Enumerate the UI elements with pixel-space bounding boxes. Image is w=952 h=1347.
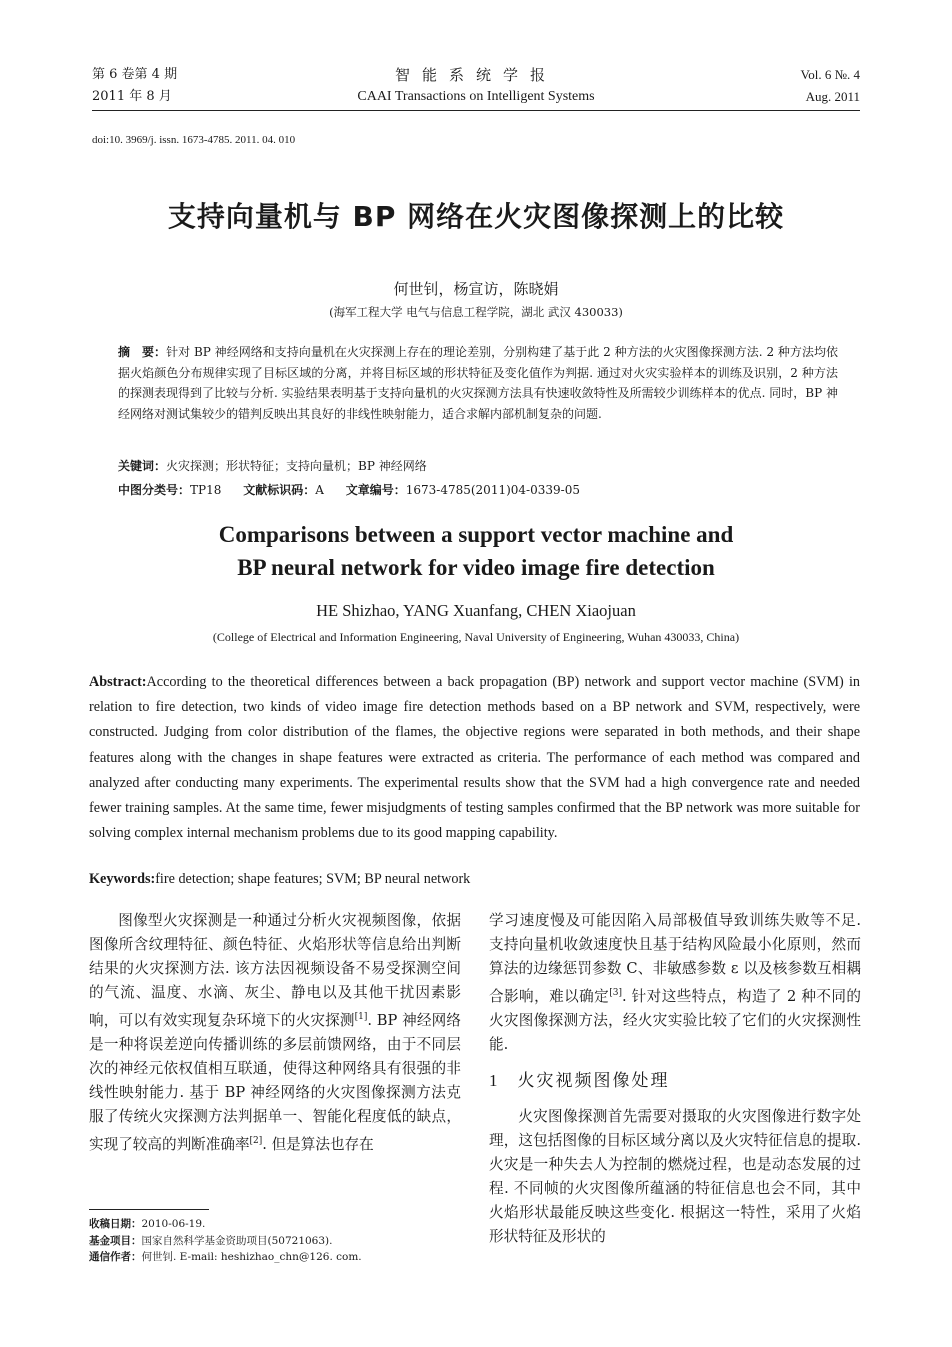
header-volume-info-en <box>801 64 860 108</box>
keywords-cn-text: 火灾探测；形状特征；支持向量机；BP 神经网络 <box>166 459 427 473</box>
citation-3: [3] <box>609 988 622 998</box>
body-column-left <box>89 909 461 1157</box>
doc-code-value: A <box>315 483 324 497</box>
body-column-right <box>489 909 861 1249</box>
citation-2: [2] <box>249 1135 263 1146</box>
abstract-en-label: Abstract: <box>89 674 147 690</box>
header-date: 2011 年 8 月 <box>92 89 172 104</box>
running-header <box>92 64 860 110</box>
section-number: 1 <box>489 1070 500 1090</box>
doi: doi:10. 3969/j. issn. 1673-4785. 2011. 04. 010 <box>92 134 296 146</box>
keywords-cn-label: 关键词： <box>118 459 167 473</box>
clc-value: TP18 <box>190 483 222 497</box>
header-rule <box>92 110 860 111</box>
doc-code-label: 文献标识码： <box>243 483 316 497</box>
intro-paragraph <box>89 909 461 1157</box>
intro-text-a: 图像型火灾探测是一种通过分析火灾视频图像，依据图像所含纹理特征、颜色特征、火焰形状等信息给出判断结果的火灾探测方法. 该方法因视频设备不易受探测空间的气流、温度、水滴、灰尘、静电以及其他干扰因素影响，可以有效实现复杂环境下的火灾探测 <box>89 912 461 1029</box>
article-number-value: 1673-4785(2011)04-0339-05 <box>405 483 580 497</box>
keywords-en-label: Keywords: <box>89 871 156 887</box>
clc-label: 中图分类号： <box>118 483 191 497</box>
abstract-en <box>89 670 860 846</box>
authors-en: HE Shizhao, YANG Xuanfang, CHEN Xiaojuan <box>316 601 636 620</box>
footnote-fund <box>89 1233 362 1250</box>
keywords-en-text: fire detection; shape features; SVM; BP neural network <box>155 871 471 887</box>
fund-label: 基金项目： <box>89 1234 142 1247</box>
classification-cn <box>118 481 580 498</box>
citation-1: [1] <box>354 1012 368 1022</box>
section-heading-1 <box>489 1069 861 1093</box>
footnote-rule <box>89 1209 209 1210</box>
affiliation-cn: (海军工程大学 电气与信息工程学院，湖北 武汉 430033) <box>329 305 623 319</box>
intro-continued-paragraph <box>489 909 861 1057</box>
title-en <box>0 518 952 584</box>
author-contact: 何世钊. E-mail: heshizhao_chn@126. com. <box>141 1251 362 1263</box>
abstract-en-text: According to the theoretical differences between a back propagation (BP) network and support vector machine (SVM) in relation to fire detection, two kinds of video image fire detection methods based on a BP network and SVM, respectively, were constructed. Judging from color distribution of the flames, the objective regions were separated in both methods, and their shape features along with the changes in shape features were extracted as criteria. The performance of each method was compared and analyzed after conducting many experiments. The experimental results show that the SVM had a high convergence rate and needed fewer training samples. At the same time, fewer misjudgments of testing samples confirmed that the BP network was more suitable for solving complex internal mechanism problems due to its good mapping capability. <box>89 674 860 842</box>
footnotes <box>89 1216 362 1266</box>
header-volume-en: Vol. 6 №. 4 <box>800 67 860 82</box>
affiliation-en: (College of Electrical and Information Engineering, Naval University of Engineering, Wuhan 430033, China) <box>212 630 740 644</box>
footnote-corresponding-author <box>89 1249 362 1266</box>
received-date: 2010-06-19. <box>141 1218 206 1230</box>
intro-text-c: . 但是算法也存在 <box>262 1135 374 1153</box>
abstract-cn <box>118 342 838 424</box>
keywords-en <box>89 871 470 888</box>
header-volume: 第 6 卷第 4 期 <box>92 67 178 82</box>
received-label: 收稿日期： <box>89 1218 142 1230</box>
journal-name-en: CAAI Transactions on Intelligent Systems <box>357 89 595 104</box>
intro-text-b: . BP 神经网络是一种将误差逆向传播训练的多层前馈网络，由于不同层次的神经元依权值相互联通，使得这种网络具有很强的非线性映射能力. 基于 BP 神经网络的火灾图像探测方法克服了传统火灾探测方法判据单一、智能化程度低的缺点，实现了较高的判断准确率 <box>89 1011 461 1153</box>
title-cn: 支持向量机与 BP 网络在火灾图像探测上的比较 <box>167 200 785 233</box>
intro-cont-text-a: 学习速度慢及可能因陷入局部极值导致训练失败等不足. 支持向量机收敛速度快且基于结构风险最小化原则，然而算法的边缘惩罚参数 C、非敏感参数 ε 以及核参数互相耦合影响，难以确定 <box>489 912 861 1005</box>
fund-text: 国家自然科学基金资助项目(50721063). <box>141 1234 333 1247</box>
article-number-label: 文章编号： <box>345 483 406 497</box>
intro-cont-text-b: . 针对这些特点，构造了 2 种不同的火灾图像探测方法，经火灾实验比较了它们的火灾探测性能. <box>489 987 861 1053</box>
section-title: 火灾视频图像处理 <box>517 1070 670 1091</box>
authors-cn: 何世钊，杨宣访，陈晓娟 <box>393 280 559 298</box>
keywords-cn <box>118 457 427 474</box>
title-en-line1: Comparisons between a support vector machine and <box>218 522 734 547</box>
abstract-cn-text: 针对 BP 神经网络和支持向量机在火灾探测上存在的理论差别，分别构建了基于此 2 种方法的火灾图像探测方法. 2 种方法均依据火焰颜色分布规律实现了目标区域的分离，并将目标区域的形状特征及变化值作为判据. 通过对火灾实验样本的训练及识别，2 种方法的探测表现得到了比较与分析. 实验结果表明基于支持向量机的火灾探测方法具有快速收敛特性及所需较少训练样本的优点. 同时，BP 神经网络对测试集较少的错判反映出其良好的非线性映射能力，适合求解内部机制复杂的问题. <box>118 345 838 421</box>
title-en-line2: BP neural network for video image fire detection <box>237 555 715 580</box>
journal-name-cn: 智能系统学报 <box>394 66 557 84</box>
author-label: 通信作者： <box>89 1251 142 1263</box>
header-date-en: Aug. 2011 <box>805 89 860 104</box>
header-journal <box>92 64 860 108</box>
abstract-cn-label: 摘 要： <box>118 345 167 359</box>
section-1-paragraph: 火灾图像探测首先需要对摄取的火灾图像进行数字处理，这包括图像的目标区域分离以及火灾特征信息的提取. 火灾是一种失去人为控制的燃烧过程，也是动态发展的过程. 不同帧的火灾图像所蕴涵的特征信息也会不同，其中火焰形状最能反映这些变化. 根据这一特性，采用了火焰形状特征及形状的 <box>489 1107 861 1245</box>
footnote-received <box>89 1216 362 1233</box>
